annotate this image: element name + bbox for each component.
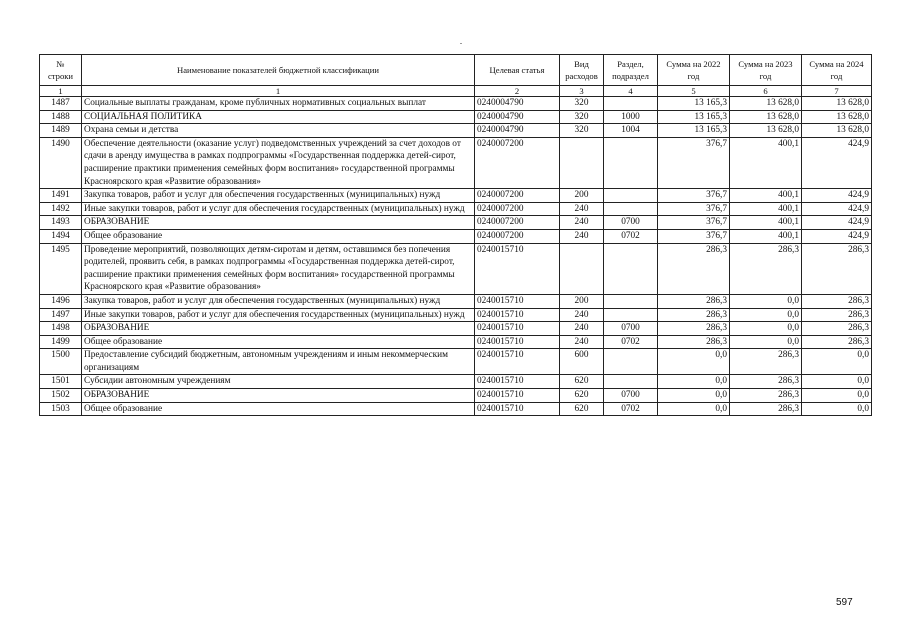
- table-row: [40, 294, 872, 308]
- row-number-cell: 1503: [40, 402, 82, 416]
- expense-kind-cell: 240: [560, 202, 604, 216]
- header-expense-kind: Вид расходов: [560, 55, 604, 86]
- header-row: [40, 55, 872, 86]
- sum-2023-cell: 400,1: [730, 216, 802, 230]
- table-row: [40, 389, 872, 403]
- sum-2024-cell: 13 628,0: [802, 124, 872, 138]
- sum-2024-cell: 0,0: [802, 402, 872, 416]
- sum-2022-cell: 13 165,3: [658, 124, 730, 138]
- indicator-name-cell: Охрана семьи и детства: [82, 124, 475, 138]
- sum-2023-cell: 286,3: [730, 349, 802, 375]
- indicator-name-cell: Общее образование: [82, 335, 475, 349]
- row-number-cell: 1495: [40, 243, 82, 294]
- sum-2024-cell: 0,0: [802, 389, 872, 403]
- row-number-cell: 1498: [40, 322, 82, 336]
- table-row: [40, 137, 872, 188]
- sum-2022-cell: 0,0: [658, 402, 730, 416]
- indicator-name-cell: ОБРАЗОВАНИЕ: [82, 216, 475, 230]
- sum-2022-cell: 376,7: [658, 137, 730, 188]
- table-row: [40, 322, 872, 336]
- indicator-name-cell: Иные закупки товаров, работ и услуг для обеспечения государственных (муниципальных) нужд: [82, 308, 475, 322]
- sum-2022-cell: 13 165,3: [658, 110, 730, 124]
- expense-kind-cell: 240: [560, 216, 604, 230]
- sum-2022-cell: 0,0: [658, 389, 730, 403]
- column-number: 2: [475, 86, 560, 97]
- expense-kind-cell: 320: [560, 124, 604, 138]
- row-number-cell: 1499: [40, 335, 82, 349]
- target-article-cell: 0240015710: [475, 322, 560, 336]
- sum-2024-cell: 424,9: [802, 229, 872, 243]
- sum-2022-cell: 376,7: [658, 216, 730, 230]
- section-cell: 1000: [604, 110, 658, 124]
- table-row: [40, 243, 872, 294]
- expense-kind-cell: 620: [560, 402, 604, 416]
- sum-2022-cell: 286,3: [658, 294, 730, 308]
- section-cell: 0702: [604, 335, 658, 349]
- indicator-name-cell: Социальные выплаты гражданам, кроме публичных нормативных социальных выплат: [82, 97, 475, 111]
- row-number-cell: 1489: [40, 124, 82, 138]
- table-row: [40, 189, 872, 203]
- indicator-name-cell: СОЦИАЛЬНАЯ ПОЛИТИКА: [82, 110, 475, 124]
- indicator-name-cell: Иные закупки товаров, работ и услуг для обеспечения государственных (муниципальных) нужд: [82, 202, 475, 216]
- sum-2022-cell: 286,3: [658, 322, 730, 336]
- indicator-name-cell: Субсидии автономным учреждениям: [82, 375, 475, 389]
- table-body: [40, 97, 872, 416]
- expense-kind-cell: 320: [560, 110, 604, 124]
- table-row: [40, 97, 872, 111]
- row-number-cell: 1502: [40, 389, 82, 403]
- sum-2024-cell: 424,9: [802, 216, 872, 230]
- table-row: [40, 124, 872, 138]
- sum-2024-cell: 286,3: [802, 322, 872, 336]
- target-article-cell: 0240004790: [475, 124, 560, 138]
- section-cell: 1004: [604, 124, 658, 138]
- sum-2024-cell: 286,3: [802, 243, 872, 294]
- row-number-cell: 1491: [40, 189, 82, 203]
- section-cell: 0700: [604, 216, 658, 230]
- sum-2022-cell: 0,0: [658, 375, 730, 389]
- sum-2022-cell: 376,7: [658, 202, 730, 216]
- sum-2023-cell: 286,3: [730, 389, 802, 403]
- sum-2023-cell: 0,0: [730, 335, 802, 349]
- target-article-cell: 0240007200: [475, 216, 560, 230]
- indicator-name-cell: Закупка товаров, работ и услуг для обеспечения государственных (муниципальных) нужд: [82, 294, 475, 308]
- target-article-cell: 0240015710: [475, 375, 560, 389]
- column-number: 7: [802, 86, 872, 97]
- sum-2023-cell: 0,0: [730, 322, 802, 336]
- expense-kind-cell: 200: [560, 294, 604, 308]
- table-row: [40, 110, 872, 124]
- header-target-article: Целевая статья: [475, 55, 560, 86]
- expense-kind-cell: 620: [560, 389, 604, 403]
- expense-kind-cell: 240: [560, 322, 604, 336]
- column-number: 3: [560, 86, 604, 97]
- scan-artifact: [460, 43, 462, 44]
- section-cell: [604, 243, 658, 294]
- target-article-cell: 0240007200: [475, 229, 560, 243]
- target-article-cell: 0240015710: [475, 402, 560, 416]
- sum-2022-cell: 376,7: [658, 189, 730, 203]
- table-row: [40, 335, 872, 349]
- section-cell: 0702: [604, 229, 658, 243]
- sum-2022-cell: 376,7: [658, 229, 730, 243]
- column-number: 1: [82, 86, 475, 97]
- sum-2024-cell: 0,0: [802, 349, 872, 375]
- sum-2023-cell: 400,1: [730, 202, 802, 216]
- sum-2024-cell: 424,9: [802, 137, 872, 188]
- row-number-cell: 1490: [40, 137, 82, 188]
- expense-kind-cell: 240: [560, 335, 604, 349]
- budget-table: [39, 54, 872, 416]
- row-number-cell: 1496: [40, 294, 82, 308]
- sum-2022-cell: 286,3: [658, 243, 730, 294]
- sum-2024-cell: 424,9: [802, 202, 872, 216]
- column-number: 5: [658, 86, 730, 97]
- table-row: [40, 229, 872, 243]
- table-row: [40, 402, 872, 416]
- column-number: 1: [40, 86, 82, 97]
- row-number-cell: 1497: [40, 308, 82, 322]
- section-cell: [604, 202, 658, 216]
- column-number: 4: [604, 86, 658, 97]
- row-number-cell: 1487: [40, 97, 82, 111]
- sum-2024-cell: 286,3: [802, 308, 872, 322]
- sum-2024-cell: 424,9: [802, 189, 872, 203]
- expense-kind-cell: [560, 243, 604, 294]
- indicator-name-cell: ОБРАЗОВАНИЕ: [82, 389, 475, 403]
- target-article-cell: 0240004790: [475, 97, 560, 111]
- table-row: [40, 202, 872, 216]
- sum-2023-cell: 0,0: [730, 308, 802, 322]
- section-cell: 0700: [604, 389, 658, 403]
- section-cell: [604, 375, 658, 389]
- table-row: [40, 308, 872, 322]
- header-indicator-name: Наименование показателей бюджетной классификации: [82, 55, 475, 86]
- row-number-cell: 1494: [40, 229, 82, 243]
- section-cell: 0700: [604, 322, 658, 336]
- section-cell: [604, 97, 658, 111]
- expense-kind-cell: 600: [560, 349, 604, 375]
- column-number-row: [40, 86, 872, 97]
- section-cell: [604, 137, 658, 188]
- row-number-cell: 1501: [40, 375, 82, 389]
- indicator-name-cell: ОБРАЗОВАНИЕ: [82, 322, 475, 336]
- sum-2024-cell: 13 628,0: [802, 110, 872, 124]
- header-row-number: № строки: [40, 55, 82, 86]
- header-sum-2023: Сумма на 2023 год: [730, 55, 802, 86]
- section-cell: [604, 189, 658, 203]
- section-cell: [604, 294, 658, 308]
- indicator-name-cell: Общее образование: [82, 229, 475, 243]
- header-sum-2024: Сумма на 2024 год: [802, 55, 872, 86]
- section-cell: 0702: [604, 402, 658, 416]
- expense-kind-cell: 320: [560, 97, 604, 111]
- expense-kind-cell: 240: [560, 308, 604, 322]
- target-article-cell: 0240015710: [475, 308, 560, 322]
- sum-2024-cell: 286,3: [802, 335, 872, 349]
- target-article-cell: 0240007200: [475, 189, 560, 203]
- indicator-name-cell: Проведение мероприятий, позволяющих детям-сиротам и детям, оставшимся без попечения родителей, проявить себя, в рамках подпрограммы «Государственная поддержка детей-сирот, расширение практики применения семейных форм воспитания» государственной программы Красноярского края «Развитие образования»: [82, 243, 475, 294]
- indicator-name-cell: Закупка товаров, работ и услуг для обеспечения государственных (муниципальных) нужд: [82, 189, 475, 203]
- section-cell: [604, 308, 658, 322]
- sum-2024-cell: 13 628,0: [802, 97, 872, 111]
- sum-2023-cell: 286,3: [730, 402, 802, 416]
- table-row: [40, 216, 872, 230]
- target-article-cell: 0240015710: [475, 294, 560, 308]
- sum-2022-cell: 13 165,3: [658, 97, 730, 111]
- sum-2024-cell: 286,3: [802, 294, 872, 308]
- expense-kind-cell: 200: [560, 189, 604, 203]
- header-section: Раздел, подраздел: [604, 55, 658, 86]
- row-number-cell: 1488: [40, 110, 82, 124]
- sum-2023-cell: 400,1: [730, 229, 802, 243]
- sum-2023-cell: 400,1: [730, 189, 802, 203]
- sum-2023-cell: 13 628,0: [730, 124, 802, 138]
- expense-kind-cell: [560, 137, 604, 188]
- indicator-name-cell: Предоставление субсидий бюджетным, автономным учреждениям и иным некоммерческим организациям: [82, 349, 475, 375]
- expense-kind-cell: 240: [560, 229, 604, 243]
- row-number-cell: 1493: [40, 216, 82, 230]
- target-article-cell: 0240007200: [475, 137, 560, 188]
- target-article-cell: 0240015710: [475, 389, 560, 403]
- target-article-cell: 0240015710: [475, 335, 560, 349]
- indicator-name-cell: Обеспечение деятельности (оказание услуг) подведомственных учреждений за счет доходов от сдачи в аренду имущества в рамках подпрограммы «Государственная поддержка детей-сирот, расширение практики применения семейных форм воспитания» государственной программы Красноярского края «Развитие образования»: [82, 137, 475, 188]
- sum-2023-cell: 286,3: [730, 243, 802, 294]
- expense-kind-cell: 620: [560, 375, 604, 389]
- table-row: [40, 349, 872, 375]
- target-article-cell: 0240004790: [475, 110, 560, 124]
- sum-2022-cell: 0,0: [658, 349, 730, 375]
- sum-2023-cell: 400,1: [730, 137, 802, 188]
- sum-2022-cell: 286,3: [658, 308, 730, 322]
- sum-2023-cell: 0,0: [730, 294, 802, 308]
- header-sum-2022: Сумма на 2022 год: [658, 55, 730, 86]
- target-article-cell: 0240015710: [475, 243, 560, 294]
- column-number: 6: [730, 86, 802, 97]
- table-row: [40, 375, 872, 389]
- section-cell: [604, 349, 658, 375]
- page-number: 597: [836, 597, 853, 608]
- target-article-cell: 0240007200: [475, 202, 560, 216]
- sum-2023-cell: 13 628,0: [730, 110, 802, 124]
- target-article-cell: 0240015710: [475, 349, 560, 375]
- row-number-cell: 1500: [40, 349, 82, 375]
- sum-2024-cell: 0,0: [802, 375, 872, 389]
- row-number-cell: 1492: [40, 202, 82, 216]
- sum-2022-cell: 286,3: [658, 335, 730, 349]
- sum-2023-cell: 286,3: [730, 375, 802, 389]
- indicator-name-cell: Общее образование: [82, 402, 475, 416]
- sum-2023-cell: 13 628,0: [730, 97, 802, 111]
